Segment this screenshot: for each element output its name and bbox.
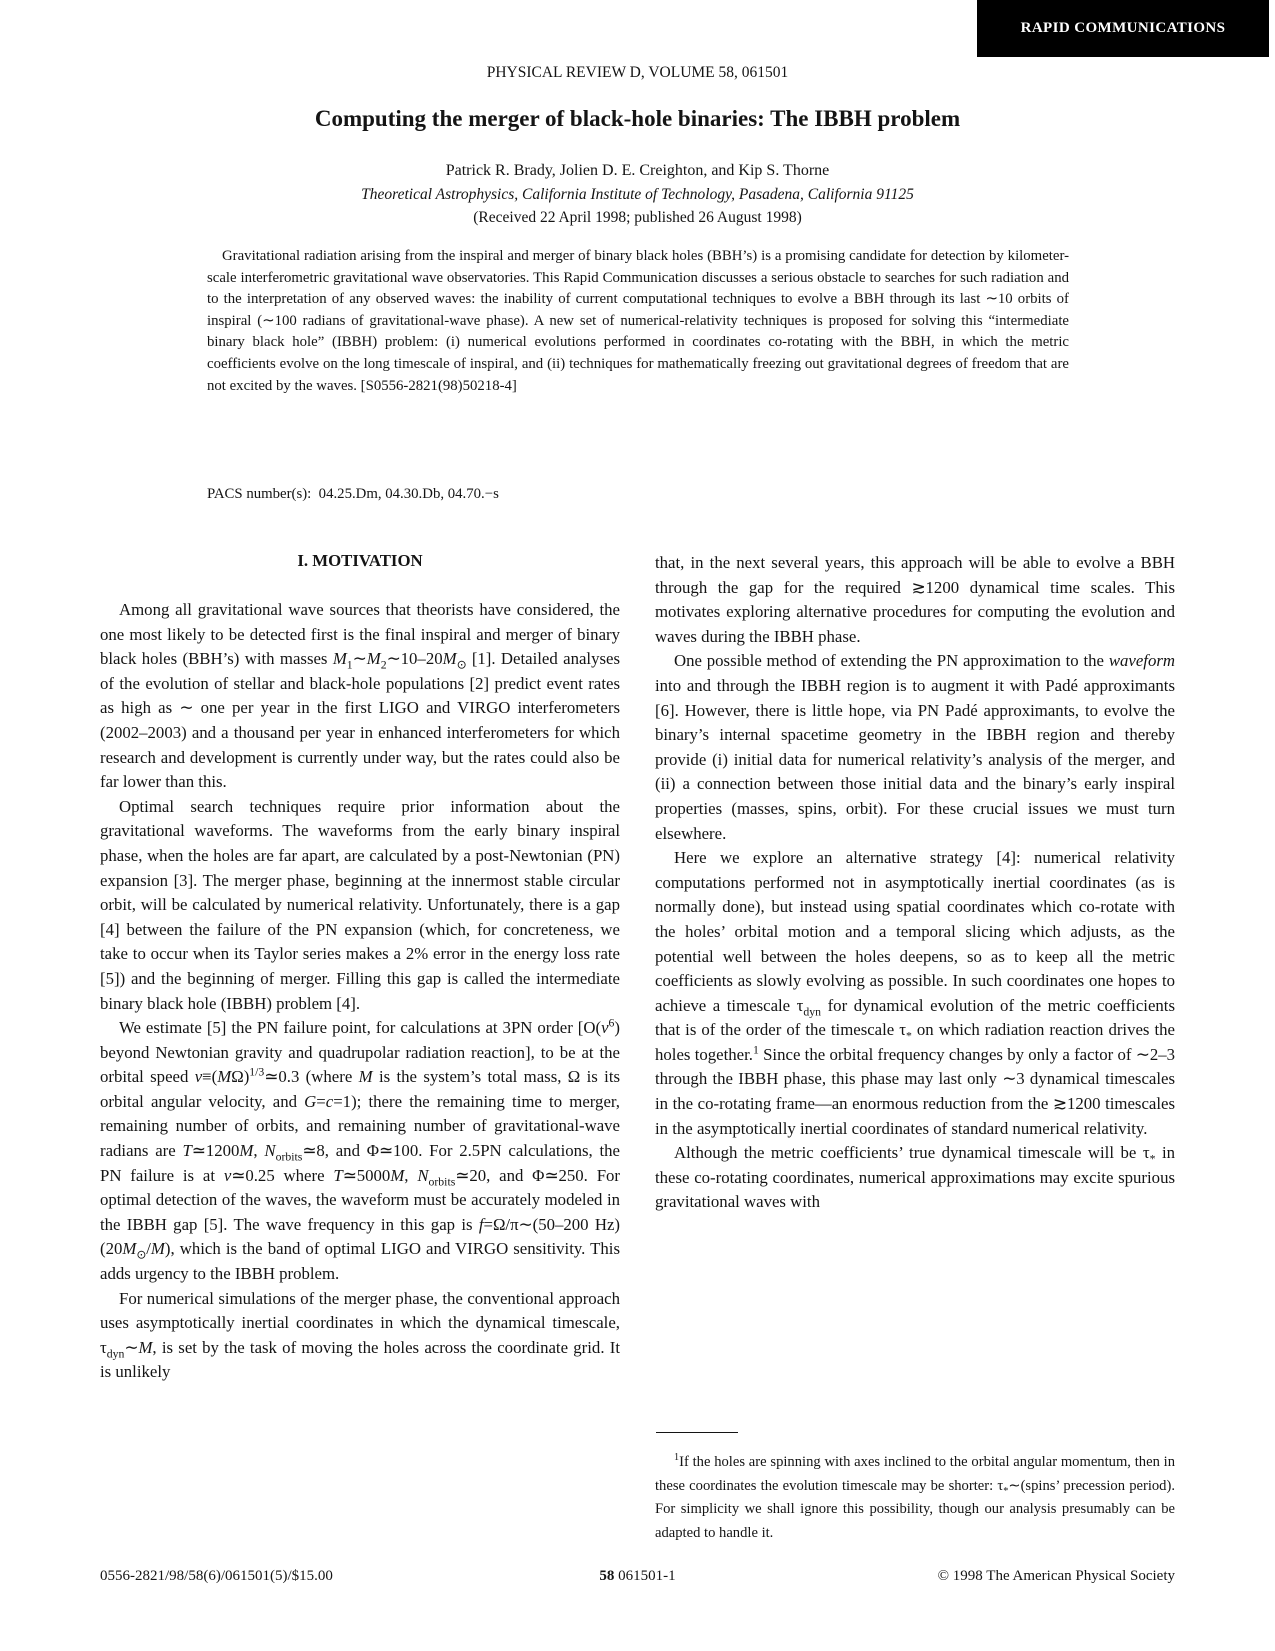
footnote-rule <box>656 1432 738 1433</box>
body-paragraph: For numerical simulations of the merger phase, the conventional approach uses asymptotically inertial coordinates in which the dynamical timescale, $\tau_{dyn}\sim M$, is set by the task of moving the holes across the coordinate grid. It is unlikely <box>100 1288 620 1382</box>
abstract-text: Gravitational radiation arising from the inspiral and merger of binary black holes (BBH’s) is a promising candidate for detection by kilometer-scale interferometric gravitational wave observatories. This Rapid Communication discusses a serious obstacle to searches for such radiation and to the interpretation of any observed waves: the inability of current computational techniques to evolve a BBH through its last ∼10 orbits of inspiral (∼100 radians of gravitational-wave phase). A new set of numerical-relativity techniques is proposed for solving this “intermediate binary black hole” (IBBH) problem: (i) numerical evolutions performed in coordinates co-rotating with the BBH, in which the metric coefficients evolve on the long timescale of inspiral, and (ii) techniques for mathematically freezing out gravitational degrees of freedom that are not excited by the waves. [S0556-2821(98)50218-4] <box>207 248 1069 394</box>
rapid-communications-banner <box>977 0 1269 57</box>
body-paragraph: Optimal search techniques require prior information about the gravitational waveforms. The waveforms from the early binary inspiral phase, when the holes are far apart, are calculated by a post-Newtonian (PN) expansion [3]. The merger phase, beginning at the innermost stable circular orbit, will be calculated by numerical relativity. Unfortunately, there is a gap [4] between the failure of the PN expansion (which, for concreteness, we take to occur when its Taylor series makes a 2% error in the energy loss rate [5]) and the beginning of merger. Filling this gap is called the intermediate binary black hole (IBBH) problem [4]. <box>100 796 620 1013</box>
received-line: (Received 22 April 1998; published 26 August 1998) <box>473 209 802 226</box>
pacs-line: PACS number(s): 04.25.Dm, 04.30.Db, 04.70.−s <box>207 486 499 502</box>
footnote-text: $^1$If the holes are spinning with axes inclined to the orbital angular momentum, then in these coordinates the evolution timescale may be shorter: $\tau_*\sim(spins$’ precession period). For simplicity we shall ignore this possibility, though our analysis presumably can be adapted to handle it. <box>655 1452 1175 1541</box>
body-paragraph: One possible method of extending the PN approximation to the waveform into and through the IBBH region is to augment it with Padé approximants [6]. However, there is little hope, via PN Padé approximants, to evolve the binary’s internal spacetime geometry in the IBBH region and thereby provide (i) initial data for numerical relativity’s analysis of the merger, and (ii) a connection between those initial data and the binary’s early inspiral properties (masses, spins, orbit). For these crucial issues we must turn elsewhere. <box>655 651 1175 843</box>
body-columns <box>100 551 1175 1545</box>
body-paragraph: We estimate [5] the PN failure point, for calculations at 3PN order [$O(v^6)$ beyond Newtonian gravity and quadrupolar radiation reaction], to be at the orbital speed $v\equiv(M\Omega)^{1/3}≃0.3$ (where M is the system’s total mass, Ω is its orbital angular velocity, and G=c=1); there the remaining time to merger, remaining number of orbits, and remaining number of gravitational-wave radians are T≃1200M, $N_{orbits}≃8$, and Φ≃100. For 2.5PN calculations, the PN failure is at v≃0.25 where T≃5000M, $N_{orbits}≃20$, and Φ≃250. For optimal detection of the waves, the waveform must be accurately modeled in the IBBH gap [5]. The wave frequency in this gap is f=Ω/π∼(50–200 $Hz)(20M_⊙/M)$, which is the band of optimal LIGO and VIRGO sensitivity. This adds urgency to the IBBH problem. <box>100 1016 620 1284</box>
footer-issn-code: 0556-2821/98/58(6)/061501(5)/$15.00 <box>100 1568 333 1584</box>
body-paragraph: Among all gravitational wave sources that theorists have considered, the one most likely to be detected first is the final inspiral and merger of binary black holes (BBH’s) with masses $M_1\sim M_2\sim 10-20M_⊙$ [1]. Detailed analyses of the evolution of stellar and black-hole populations [2] predict event rates as high as ∼ one per year in the first LIGO and VIRGO interferometers (2002–2003) and a thousand per year in enhanced interferometers for which research and development is currently under way, but the rates could also be far lower than this. <box>100 600 620 792</box>
section-heading-motivation: I. MOTIVATION <box>297 551 423 570</box>
right-column <box>655 551 1175 1545</box>
page-footer <box>100 1568 1175 1585</box>
authors-line: Patrick R. Brady, Jolien D. E. Creighton, and Kip S. Thorne <box>445 162 830 179</box>
affiliation-line: Theoretical Astrophysics, California Institute of Technology, Pasadena, California 91125 <box>361 186 914 203</box>
journal-line: PHYSICAL REVIEW D, VOLUME 58, 061501 <box>486 64 789 81</box>
footer-copyright: © 1998 The American Physical Society <box>937 1568 1175 1584</box>
rapid-communications-label: RAPID COMMUNICATIONS <box>1020 20 1226 36</box>
footer-page-number: 58 061501-1 <box>599 1568 676 1584</box>
footnote-block <box>655 1420 1175 1545</box>
body-paragraph: that, in the next several years, this approach will be able to evolve a BBH through the gap for the required ≳1200 dynamical time scales. This motivates exploring alternative procedures for computing the evolution and waves during the IBBH phase. <box>655 553 1175 646</box>
body-paragraph: Although the metric coefficients’ true dynamical timescale will be $\tau_*$ in these co-rotating coordinates, numerical approximations may excite spurious gravitational waves with <box>655 1143 1175 1212</box>
body-paragraph: Here we explore an alternative strategy [4]: numerical relativity computations performed not in asymptotically inertial coordinates (as is normally done), but instead using spatial coordinates which co-rotate with the holes’ orbital motion and a temporal slicing which adjusts, as the potential well between the holes deepens, so as to keep all the metric coefficients as slowly evolving as possible. In such coordinates one hopes to achieve a timescale $\tau_{dyn}$ for dynamical evolution of the metric coefficients that is of the order of the timescale $\tau_*$ on which radiation reaction drives the holes together.$^1$ Since the orbital frequency changes by only a factor of ∼2–3 through the IBBH phase, this phase may last only ∼3 dynamical timescales in the co-rotating frame—an enormous reduction from the ≳1200 timescales in the asymptotically inertial coordinates of standard numerical relativity. <box>655 848 1175 1138</box>
left-column <box>100 551 620 1545</box>
paper-title: Computing the merger of black-hole binaries: The IBBH problem <box>314 106 961 131</box>
